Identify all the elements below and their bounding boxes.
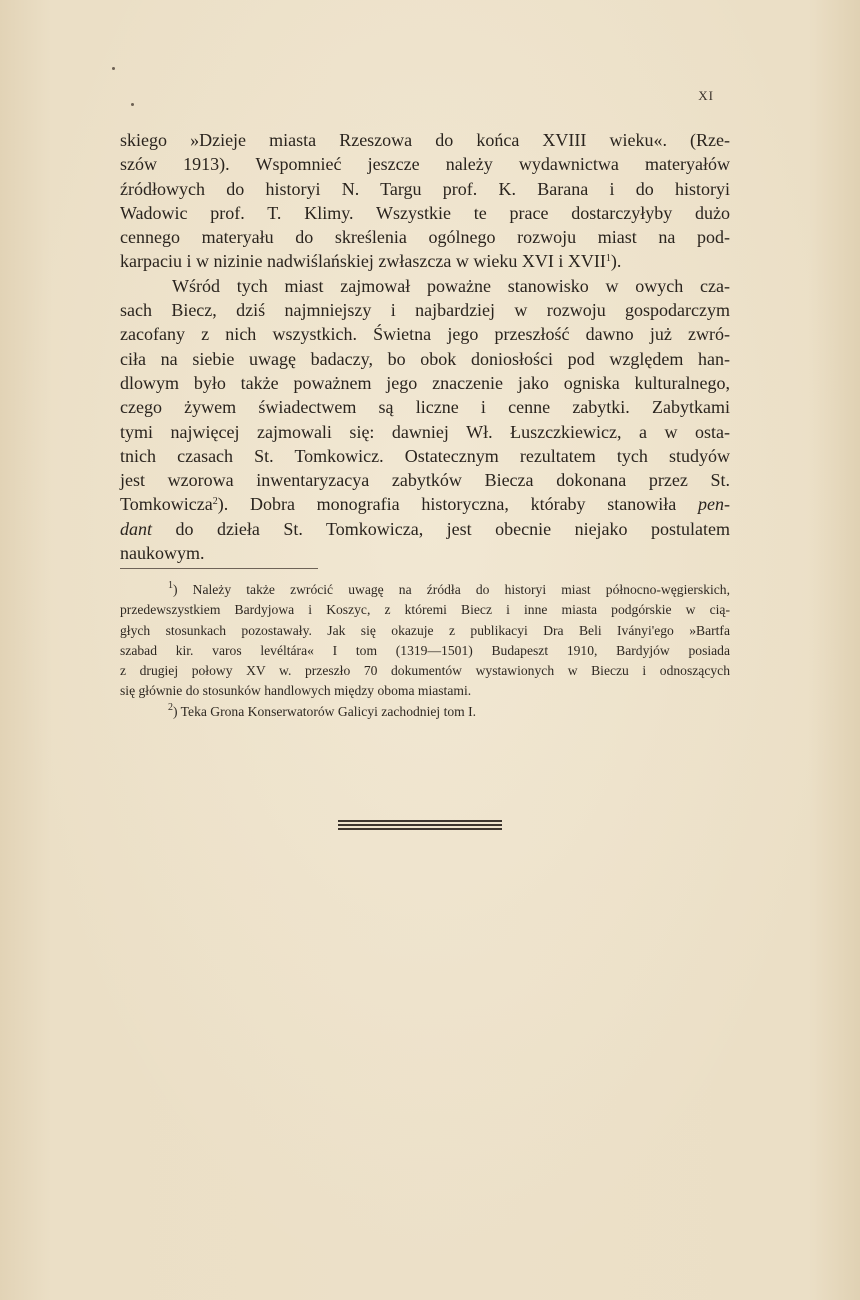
text-line: cennego materyału do skreślenia ogólnego rozwoju miast na pod- (120, 227, 730, 248)
text-segment: ). (610, 251, 622, 272)
text-line: sach Biecz, dziś najmniejszy i najbardziej w rozwoju gospodarczym (120, 300, 730, 321)
print-speck (131, 103, 134, 106)
ornament-bar (338, 820, 502, 822)
ornament-bar (338, 824, 502, 826)
text-line: tymi najwięcej zajmowali się: dawniej Wł. Łuszczkiewicz, a w osta- (120, 421, 730, 442)
footnote-marker: 1 (168, 580, 173, 591)
footnote-ref-2: 2 (212, 496, 218, 508)
body-text (120, 128, 730, 565)
paragraph-1 (120, 128, 730, 274)
text-line: ciła na siebie uwagę badaczy, bo obok doniosłości pod względem han- (120, 348, 730, 369)
text-line: skiego »Dzieje miasta Rzeszowa do końca XVIII wieku«. (Rze- (120, 130, 730, 150)
print-speck (112, 67, 115, 70)
footnote-ref-1: 1 (605, 253, 611, 265)
footnote-separator (120, 568, 318, 569)
text-segment: ). Dobra monografia historyczna, któraby stanowiła (217, 494, 677, 515)
italic-text: pen- (698, 494, 730, 515)
italic-text: dant (120, 518, 153, 539)
end-ornament-rule (338, 820, 502, 830)
footnote-line (120, 702, 730, 722)
paragraph-2 (120, 274, 730, 566)
text-line: czego żywem świadectwem są liczne i cenne zabytki. Zabytkami (120, 397, 730, 418)
footnote-line: szabad kir. varos levéltára« I tom (1319—1501) Budapeszt 1910, Bardyjów posiada (120, 642, 730, 658)
footnotes (120, 580, 730, 722)
footnote-marker: 2 (168, 701, 173, 713)
footnote-line (120, 580, 730, 600)
text-segment: ) Teka Grona Konserwatorów Galicyi zachodniej tom I. (173, 703, 477, 719)
page-number: XI (698, 88, 714, 103)
footnote-line: się głównie do stosunków handlowych między oboma miastami. (120, 683, 472, 699)
text-line: jest wzorowa inwentaryzacya zabytków Biecza dokonana przez St. (120, 470, 730, 491)
text-line (120, 492, 730, 516)
text-line: zacofany z nich wszystkich. Świetna jego przeszłość dawno już zwró- (120, 324, 730, 345)
text-segment: karpaciu i w nizinie nadwiślańskiej zwłaszcza w wieku XVI i XVII (120, 251, 606, 272)
text-segment: ) Należy także zwrócić uwagę na źródła do historyi miast północno-węgierskich, (173, 582, 730, 597)
text-segment: Tomkowicza (120, 494, 213, 515)
footnote-line: głych stosunkach pozostawały. Jak się okazuje z publikacyi Dra Beli Iványi'ego »Bartfa (120, 622, 730, 638)
footnote-1 (120, 580, 730, 702)
text-segment: do dzieła St. Tomkowicza, jest obecnie niejako postulatem (152, 518, 730, 539)
text-line: Wadowic prof. T. Klimy. Wszystkie te prace dostarczyłyby dużo (120, 202, 730, 223)
text-line: szów 1913). Wspomnieć jeszcze należy wydawnictwa materyałów (120, 154, 730, 175)
footnote-2 (120, 702, 730, 722)
text-line (120, 249, 730, 273)
text-line: źródłowych do historyi N. Targu prof. K. Barana i do historyi (120, 178, 730, 199)
text-line: dlowym było także poważnem jego znaczenie jako ogniska kulturalnego, (120, 372, 730, 393)
ornament-bar (338, 828, 502, 830)
footnote-line: przedewszystkiem Bardyjowa i Koszyc, z któremi Biecz i inne miasta podgórskie w cią- (120, 602, 730, 618)
text-line (120, 517, 730, 541)
text-line: tnich czasach St. Tomkowicz. Ostatecznym rezultatem tych studyów (120, 445, 730, 466)
footnote-line: z drugiej połowy XV w. przeszło 70 dokumentów wystawionych w Bieczu i odnoszących (120, 663, 730, 679)
text-line: naukowym. (120, 543, 205, 564)
text-line: Wśród tych miast zajmował poważne stanowisko w owych cza- (172, 275, 730, 296)
